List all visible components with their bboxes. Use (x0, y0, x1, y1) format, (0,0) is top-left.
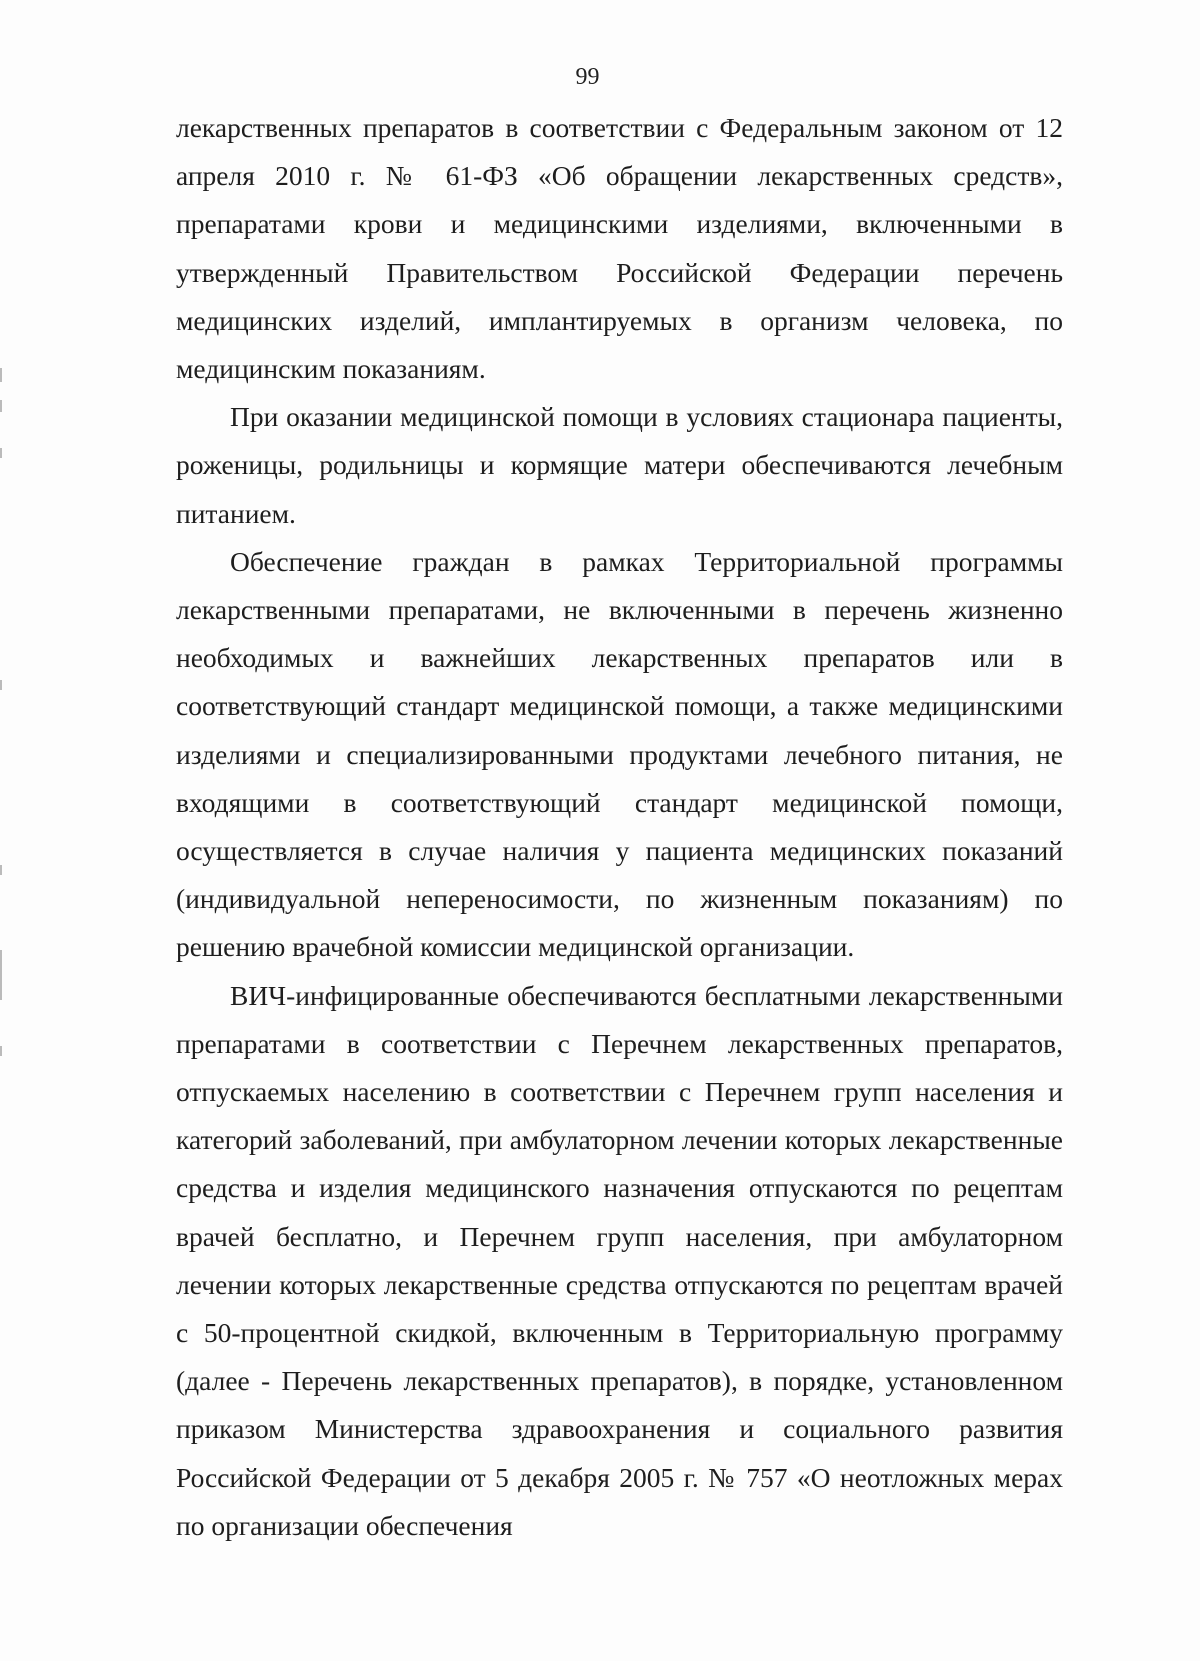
scan-margin-mark (0, 865, 2, 875)
page-number: 99 (575, 64, 600, 90)
paragraph: лекарственных препаратов в соответствии с Федеральным законом от 12 апреля 2010 г. № 61-ФЗ «Об обращении лекарственных средств», препаратами крови и медицинскими изделиями, включенными в утвержденный Правительством Российской Федерации перечень медицинских изделий, имплантируемых в организм человека, по медицинским показаниям. (176, 112, 1063, 385)
scan-margin-mark (0, 1046, 2, 1056)
body-text (176, 104, 1063, 1550)
paragraph: Обеспечение граждан в рамках Территориальной программы лекарственными препаратами, не включенными в перечень жизненно необходимых и важнейших лекарственных препаратов или в соответствующий стандарт медицинской помощи, а также медицинскими изделиями и специализированными продуктами лечебного питания, не входящими в соответствующий стандарт медицинской помощи, осуществляется в случае наличия у пациента медицинских показаний (индивидуальной непереносимости, по жизненным показаниям) по решению врачебной комиссии медицинской организации. (176, 545, 1063, 963)
paragraph: При оказании медицинской помощи в условиях стационара пациенты, роженицы, родильницы и кормящие матери обеспечиваются лечебным питанием. (176, 401, 1063, 529)
scan-margin-mark (0, 950, 2, 1000)
scan-margin-mark (0, 680, 2, 690)
scan-margin-mark (0, 448, 2, 458)
paragraph: ВИЧ-инфицированные обеспечиваются бесплатными лекарственными препаратами в соответствии с Перечнем лекарственных препаратов, отпускаемых населению в соответствии с Перечнем групп населения и категорий заболеваний, при амбулаторном лечении которых лекарственные средства и изделия медицинского назначения отпускаются по рецептам врачей бесплатно, и Перечнем групп населения, при амбулаторном лечении которых лекарственные средства отпускаются по рецептам врачей с 50-процентной скидкой, включенным в Территориальную программу (далее - Перечень лекарственных препаратов), в порядке, установленном приказом Министерства здравоохранения и социального развития Российской Федерации от 5 декабря 2005 г. № 757 «О неотложных мерах по организации обеспечения (176, 979, 1063, 1541)
scan-margin-mark (0, 368, 2, 382)
scan-margin-mark (0, 400, 2, 412)
